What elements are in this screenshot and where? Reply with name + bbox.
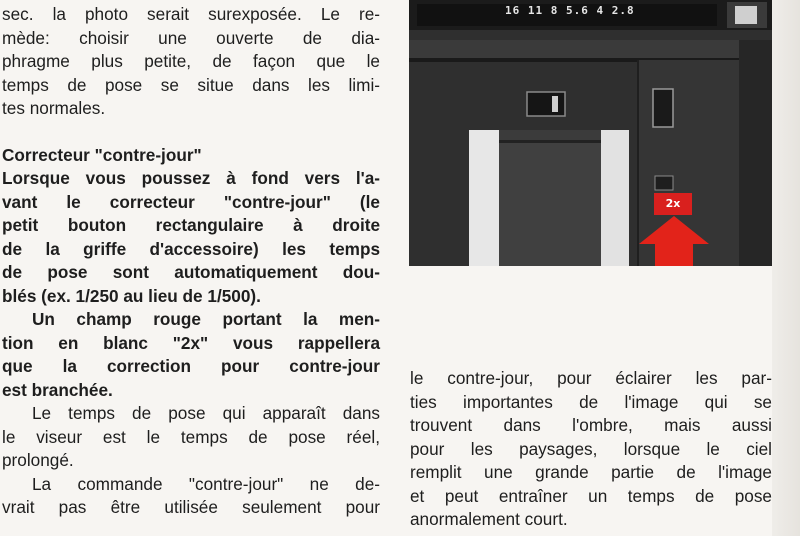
text-line: Le temps de pose qui apparaît dans bbox=[32, 403, 380, 423]
paragraph-4 bbox=[2, 473, 380, 520]
contre-jour-2x-badge: 2x bbox=[654, 193, 692, 215]
text-line: trouvent dans l'ombre, mais aussi bbox=[410, 415, 772, 435]
right-paragraph bbox=[410, 367, 772, 532]
text-line: ties importantes de l'image qui se bbox=[410, 391, 772, 412]
text-line: le contre-jour, pour éclairer les par- bbox=[410, 368, 772, 388]
text-line: est branchée. bbox=[2, 379, 113, 400]
paragraph-3 bbox=[2, 402, 380, 473]
text-line: anormalement court. bbox=[410, 509, 568, 529]
text-line: Un champ rouge portant la men- bbox=[32, 309, 380, 329]
camera-illustration bbox=[409, 0, 772, 266]
left-column bbox=[2, 3, 380, 520]
text-line: mède: choisir une ouverte de dia- bbox=[2, 27, 380, 48]
text-line: le viseur est le temps de pose réel, bbox=[2, 426, 380, 447]
text-line: de pose sont automatiquement dou- bbox=[2, 262, 380, 282]
bold-paragraph-1 bbox=[2, 167, 380, 308]
text-line: remplit une grande partie de l'image bbox=[410, 462, 772, 482]
text-line: blés (ex. 1/250 au lieu de 1/500). bbox=[2, 285, 261, 306]
page-edge bbox=[772, 0, 800, 536]
text-line: temps de pose se situe dans les limi- bbox=[2, 74, 380, 95]
text-line: de la griffe d'accessoire) les temps bbox=[2, 238, 380, 259]
text-line: sec. la photo serait surexposée. Le re- bbox=[2, 4, 380, 24]
section-heading: Correcteur "contre-jour" bbox=[2, 144, 202, 165]
text-line: que la correction pour contre-jour bbox=[2, 356, 380, 376]
right-column bbox=[410, 367, 772, 532]
aperture-scale: 16 11 8 5.6 4 2.8 bbox=[505, 4, 635, 17]
bold-paragraph-2 bbox=[2, 308, 380, 402]
text-line: petit bouton rectangulaire à droite bbox=[2, 215, 380, 235]
text-line: tes normales. bbox=[2, 98, 106, 118]
text-line: Lorsque vous poussez à fond vers l'a- bbox=[2, 168, 380, 188]
text-line: et peut entraîner un temps de pose bbox=[410, 485, 772, 506]
intro-paragraph bbox=[2, 3, 380, 121]
camera-top-photo bbox=[409, 0, 772, 266]
text-line: vrait pas être utilisée seulement pour bbox=[2, 497, 380, 517]
text-line: pour les paysages, lorsque le ciel bbox=[410, 438, 772, 459]
text-line: vant le correcteur "contre-jour" (le bbox=[2, 191, 380, 212]
text-line: tion en blanc "2x" vous rappellera bbox=[2, 332, 380, 353]
text-line: phragme plus petite, de façon que le bbox=[2, 51, 380, 71]
text-line: prolongé. bbox=[2, 450, 74, 470]
text-line: La commande "contre-jour" ne de- bbox=[32, 473, 380, 494]
